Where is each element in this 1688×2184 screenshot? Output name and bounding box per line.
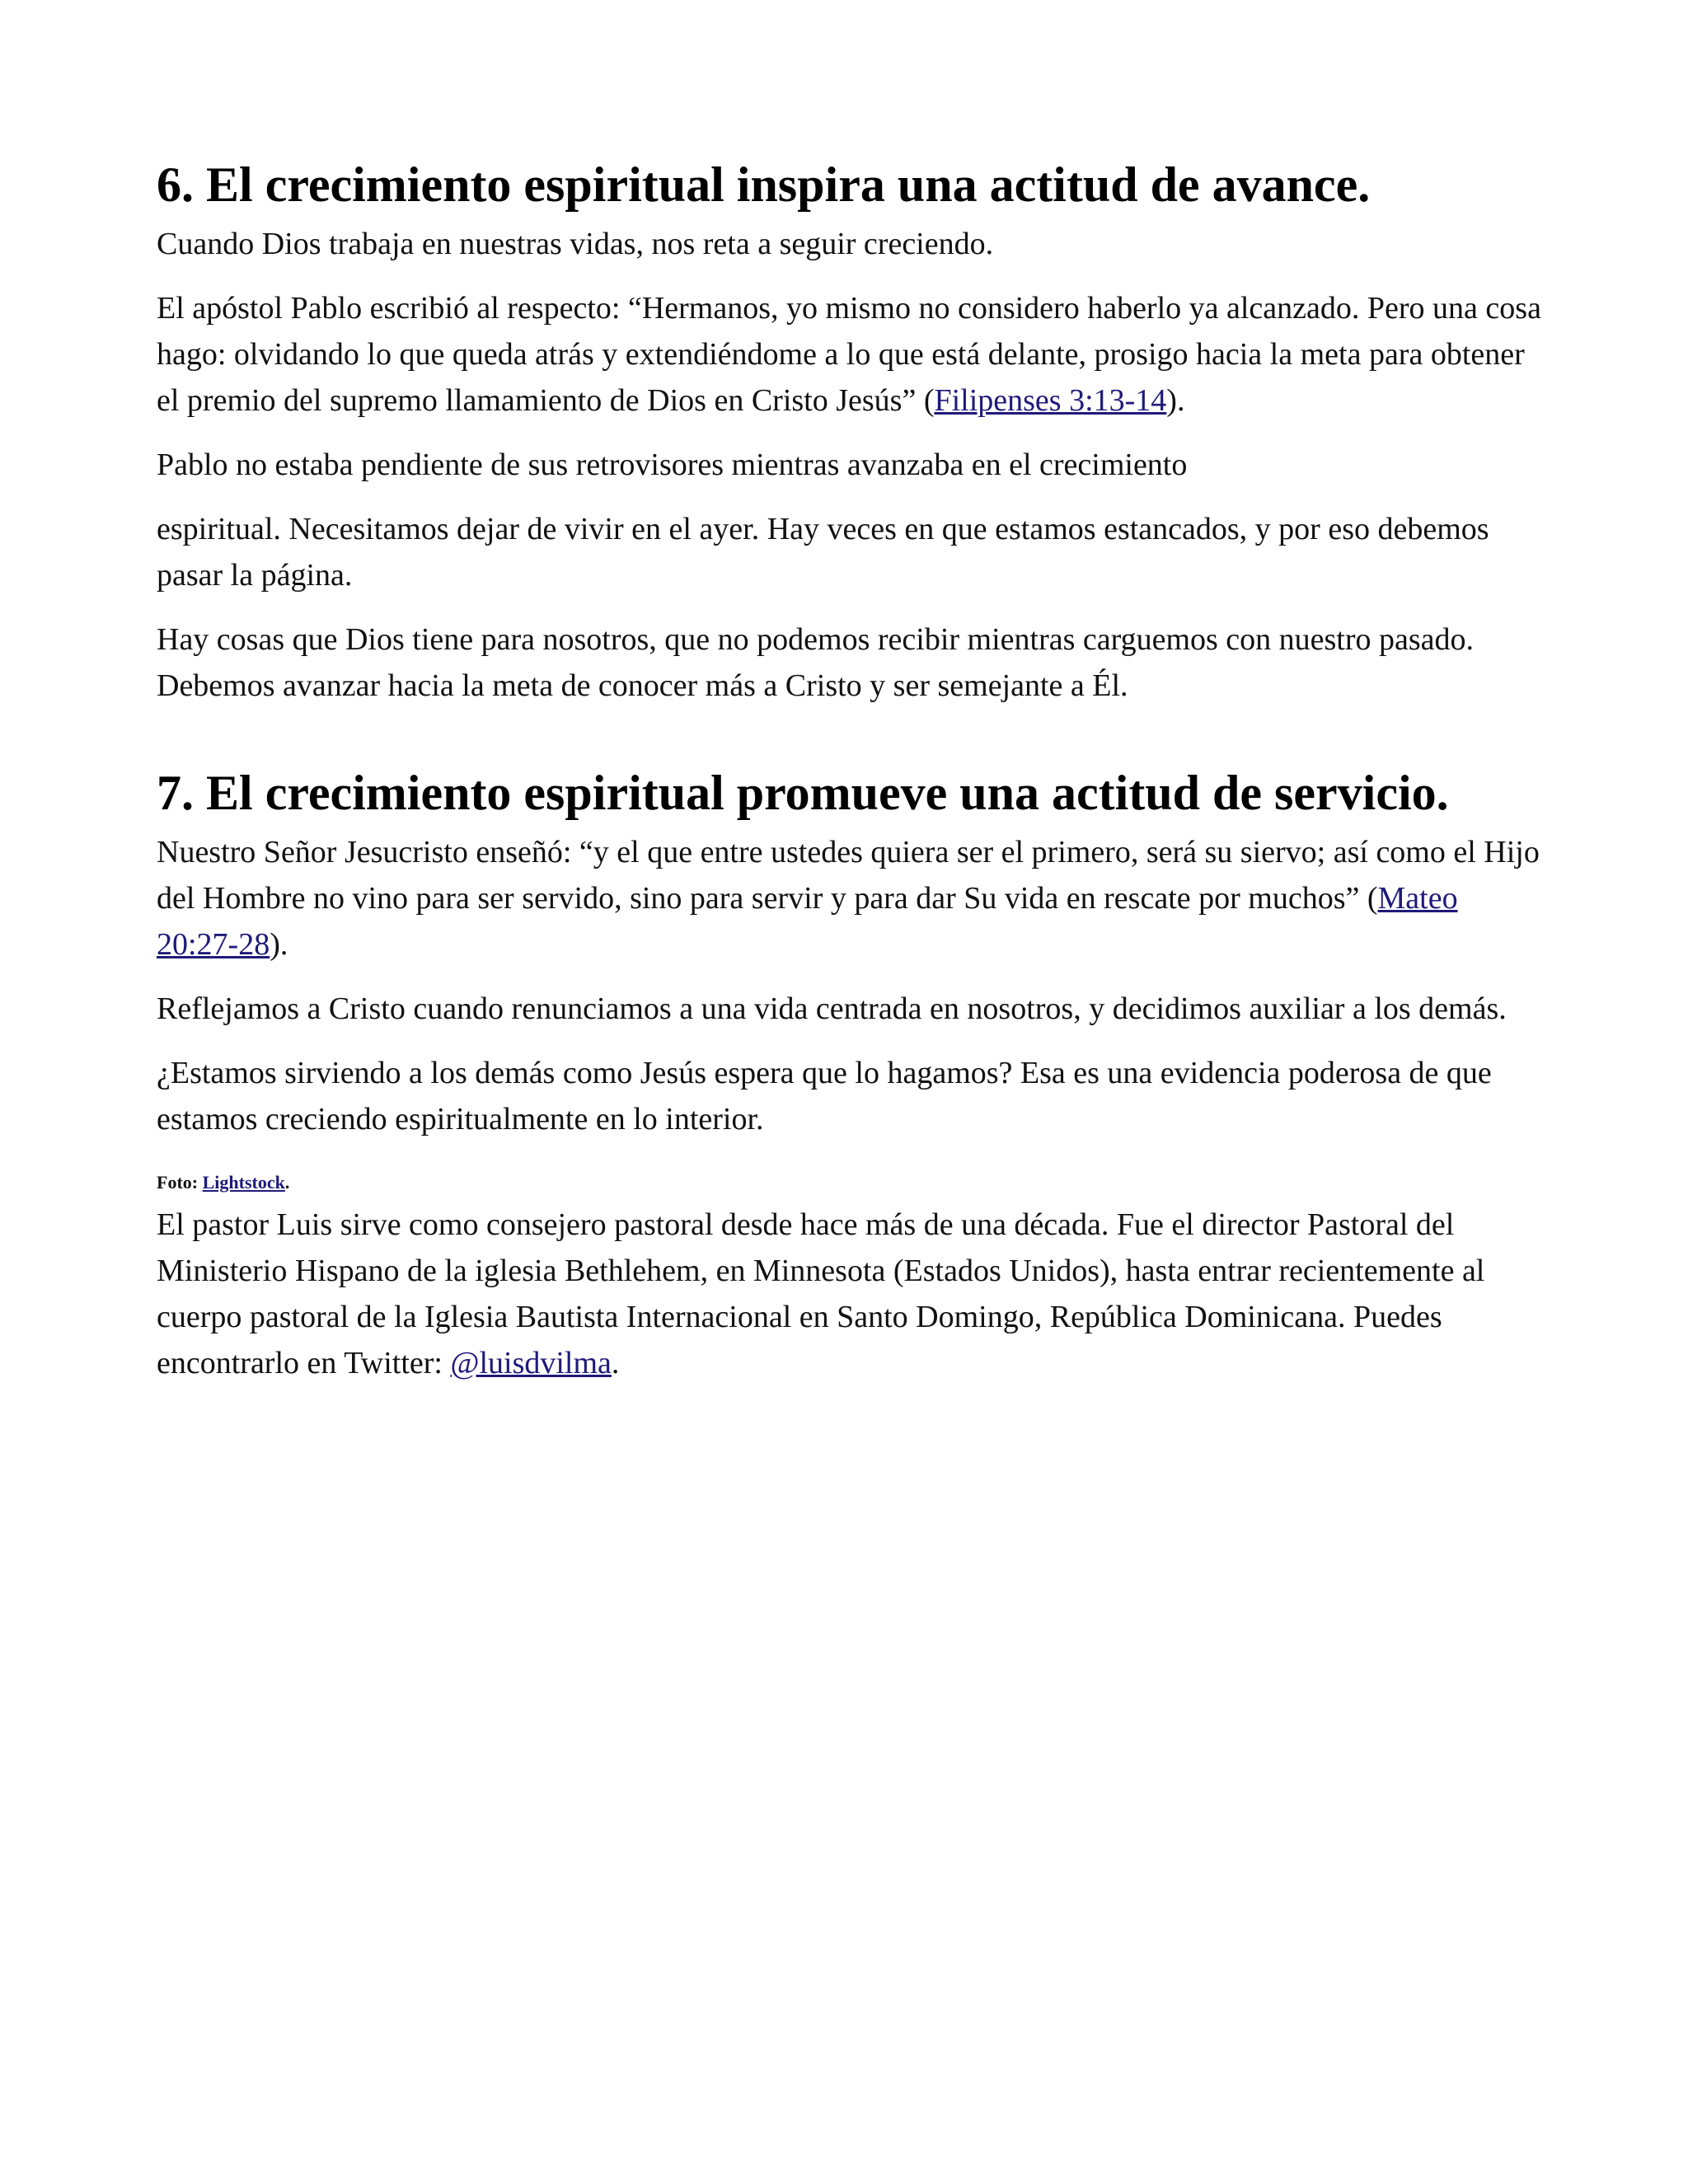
photo-credit-label: Foto: [157, 1172, 203, 1193]
author-bio-tail: . [611, 1346, 620, 1380]
photo-credit [157, 1172, 1541, 1193]
mateo-link[interactable]: Mateo 20:27-28 [157, 881, 1458, 962]
section-7-quote-tail: ). [270, 927, 288, 962]
section-6-paragraph-4: espiritual. Necesitamos dejar de vivir en el ayer. Hay veces en que estamos estancados, y por eso debemos pasar la página. [157, 512, 1489, 593]
section-6-heading: 6. El crecimiento espiritual inspira una actitud de avance. [157, 157, 1371, 212]
section-6-paragraph-3: Pablo no estaba pendiente de sus retrovisores mientras avanzaba en el crecimiento [157, 448, 1188, 482]
section-7-quote-text: Nuestro Señor Jesucristo enseñó: “y el que entre ustedes quiera ser el primero, será su siervo; así como el Hijo del Hombre no vino para ser servido, sino para servir y para dar Su vida en rescate por muchos” ( [157, 835, 1540, 916]
section-7-paragraph-1 [157, 829, 1541, 968]
author-bio [157, 1202, 1541, 1386]
section-7-paragraph-3: ¿Estamos sirviendo a los demás como Jesús espera que lo hagamos? Esa es una evidencia poderosa de que estamos creciendo espiritualmente en lo interior. [157, 1056, 1492, 1137]
section-6-paragraph-2 [157, 285, 1541, 424]
filipenses-link[interactable]: Filipenses 3:13-14 [934, 383, 1167, 418]
section-6-quote-text: El apóstol Pablo escribió al respecto: “Hermanos, yo mismo no considero haberlo ya alcanzado. Pero una cosa hago: olvidando lo que queda atrás y extendiéndome a lo que está delante, prosigo hacia la meta para obtener el premio del supremo llamamiento de Dios en Cristo Jesús” ( [157, 291, 1541, 418]
author-bio-text: El pastor Luis sirve como consejero pastoral desde hace más de una década. Fue el director Pastoral del Ministerio Hispano de la iglesia Bethlehem, en Minnesota (Estados Unidos), hasta entrar recientemente al cuerpo pastoral de la Iglesia Bautista Internacional en Santo Domingo, República Dominicana. Puedes encontrarlo en Twitter: [157, 1207, 1485, 1380]
twitter-handle-link[interactable]: @luisdvilma [450, 1346, 612, 1380]
section-7-heading: 7. El crecimiento espiritual promueve una actitud de servicio. [157, 766, 1449, 820]
section-6-paragraph-1: Cuando Dios trabaja en nuestras vidas, nos reta a seguir creciendo. [157, 227, 994, 261]
photo-credit-tail: . [284, 1172, 290, 1193]
section-6-quote-tail: ). [1166, 383, 1185, 418]
article-body [157, 148, 1541, 1404]
section-6-paragraph-5: Hay cosas que Dios tiene para nosotros, que no podemos recibir mientras carguemos con nuestro pasado. Debemos avanzar hacia la meta de conocer más a Cristo y ser semejante a Él. [157, 622, 1475, 703]
lightstock-link[interactable]: Lightstock [202, 1172, 285, 1193]
section-7-paragraph-2: Reflejamos a Cristo cuando renunciamos a una vida centrada en nosotros, y decidimos auxiliar a los demás. [157, 991, 1507, 1026]
